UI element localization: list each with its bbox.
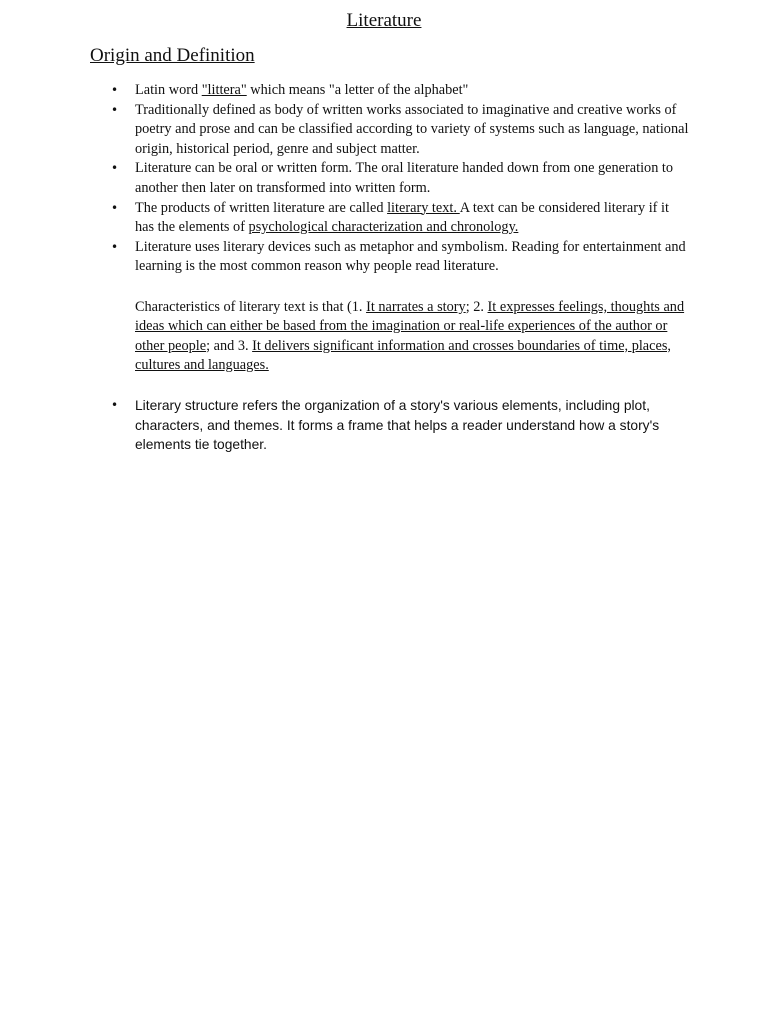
bullet-text: Literature can be oral or written form. The oral literature handed down from one generation to another then later on transformed into written form. <box>135 160 674 196</box>
underlined-term: "littera" <box>201 82 247 98</box>
paragraph-text: ; 2. <box>465 299 488 315</box>
bullet-literary-structure <box>91 396 691 455</box>
bullet-traditional-definition <box>91 101 691 160</box>
bullet-text: The products of written literature are called <box>135 199 388 216</box>
underlined-term: psychological characterization and chronology. <box>248 219 519 236</box>
bullet-oral-written <box>91 159 691 198</box>
characteristics-paragraph <box>135 298 685 375</box>
page-title: Literature <box>346 10 422 31</box>
paragraph-text: Characteristics of literary text is that (1. <box>135 299 367 315</box>
bullet-text: Traditionally defined as body of written works associated to imaginative and creative works of poetry and prose and can be classified according to variety of systems such as language, national origin, historical period, genre and subject matter. <box>135 101 689 157</box>
bullet-literary-text <box>91 199 691 238</box>
underlined-characteristic: It delivers significant information and crosses boundaries of time, places, cultures and languages. <box>135 337 671 373</box>
bullet-text: A text can be considered literary if it has the elements of <box>135 199 669 236</box>
paragraph-text: ; and 3. <box>206 337 253 354</box>
underlined-term: literary text. <box>387 199 460 216</box>
definition-bullet-list <box>91 81 691 277</box>
structure-bullet-list <box>91 396 691 455</box>
bullet-literary-devices <box>91 238 691 277</box>
bullet-text: Latin word <box>135 82 202 98</box>
bullet-text: which means "a letter of the alphabet" <box>246 82 469 98</box>
underlined-characteristic: It narrates a story <box>366 299 466 315</box>
bullet-text: Literary structure refers the organization of a story's various elements, including plot, characters, and themes. It forms a frame that helps a reader understand how a story's elements tie together. <box>135 398 660 453</box>
bullet-latin-word <box>91 81 691 101</box>
bullet-text: Literature uses literary devices such as metaphor and symbolism. Reading for entertainment and learning is the most common reason why people read literature. <box>135 238 686 275</box>
section-heading: Origin and Definition <box>90 45 255 66</box>
underlined-characteristic: It expresses feelings, thoughts and ideas which can either be based from the imagination or real-life experiences of the author or other people <box>135 299 685 354</box>
